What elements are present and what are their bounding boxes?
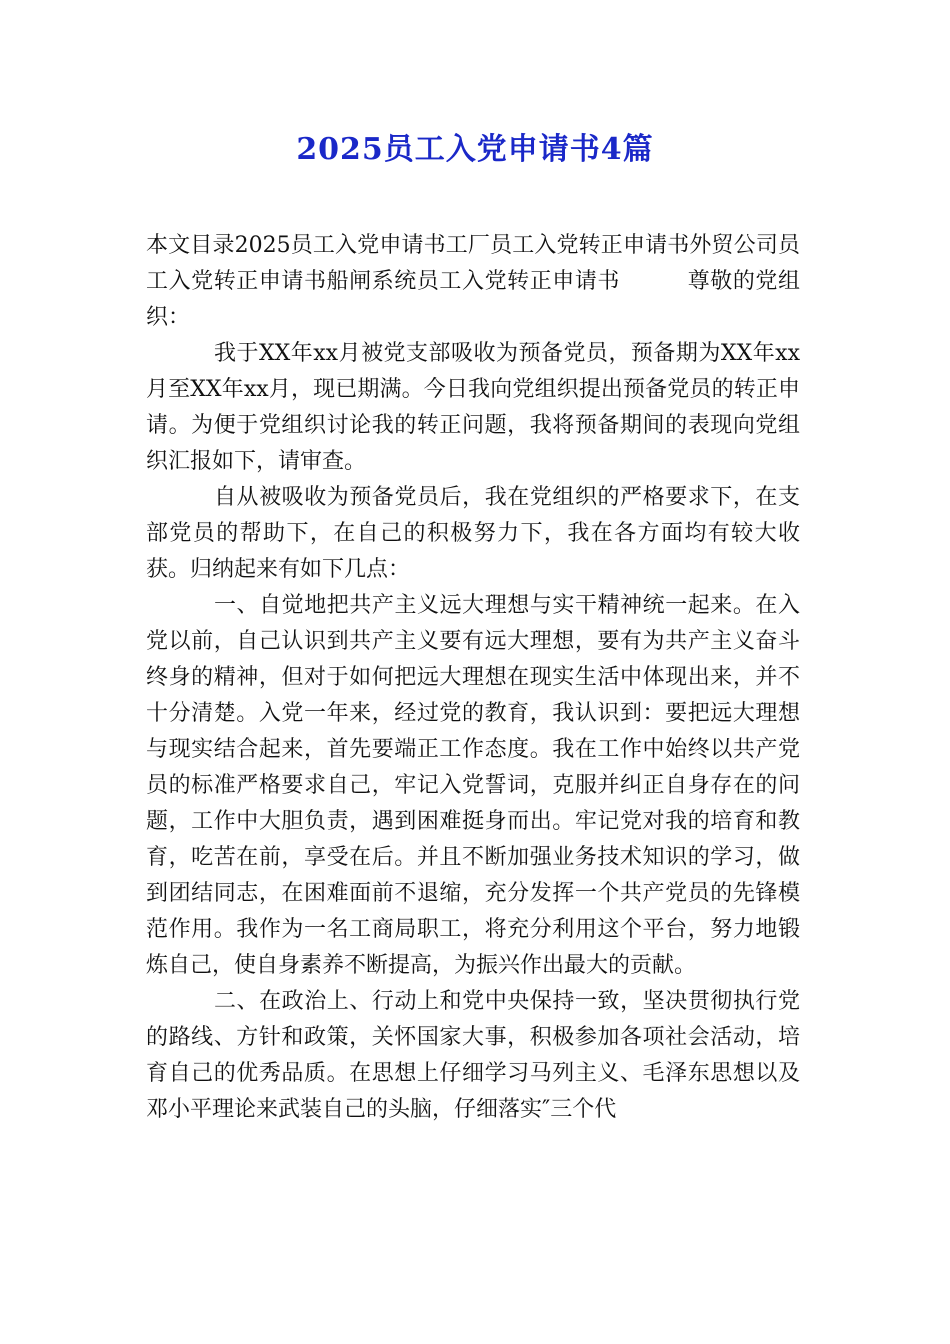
body-paragraph-1: 我于XX年xx月被党支部吸收为预备党员，预备期为XX年xx月至XX年xx月，现已期满。今日我向党组织提出预备党员的转正申请。为便于党组织讨论我的转正问题，我将预备期间的表现向党组织汇报如下，请审查。 [146,341,800,474]
body-paragraph-2: 自从被吸收为预备党员后，我在党组织的严格要求下，在支部党员的帮助下，在自己的积极努力下，我在各方面均有较大收获。归纳起来有如下几点： [146,485,800,582]
table-of-contents-paragraph: 本文目录2025员工入党申请书工厂员工入党转正申请书外贸公司员工入党转正申请书船闸系统员工入党转正申请书 尊敬的党组织： [146,233,800,330]
document-title: 2025员工入党申请书4篇 [296,132,654,167]
body-paragraph-3: 一、自觉地把共产主义远大理想与实干精神统一起来。在入党以前，自己认识到共产主义要有远大理想，要有为共产主义奋斗终身的精神，但对于如何把远大理想在现实生活中体现出来，并不十分清楚。入党一年来，经过党的教育，我认识到：要把远大理想与现实结合起来，首先要端正工作态度。我在工作中始终以共产党员的标准严格要求自己，牢记入党誓词，克服并纠正自身存在的问题，工作中大胆负责，遇到困难挺身而出。牢记党对我的培育和教育，吃苦在前，享受在后。并且不断加强业务技术知识的学习，做到团结同志，在困难面前不退缩，充分发挥一个共产党员的先锋模范作用。我作为一名工商局职工，将充分利用这个平台，努力地锻炼自己，使自身素养不断提高，为振兴作出最大的贡献。 [146,593,800,978]
document-body [146,228,800,1128]
body-paragraph-4: 二、在政治上、行动上和党中央保持一致，坚决贯彻执行党的路线、方针和政策，关怀国家大事，积极参加各项社会活动，培育自己的优秀品质。在思想上仔细学习马列主义、毛泽东思想以及邓小平理论来武装自己的头脑，仔细落实″三个代 [146,989,800,1122]
